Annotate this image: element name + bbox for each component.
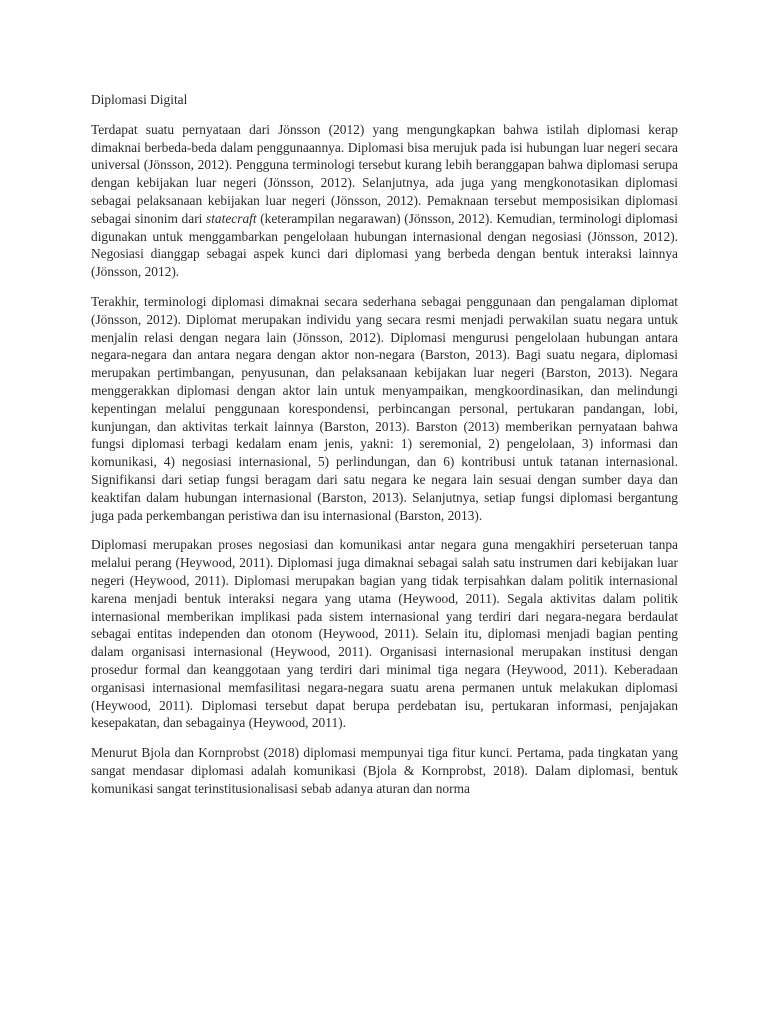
paragraph-3: Diplomasi merupakan proses negosiasi dan komunikasi antar negara guna mengakhiri perseteruan tanpa melalui perang (Heywood, 2011). Diplomasi juga dimaknai sebagai salah satu instrumen dari kebijakan luar negeri (Heywood, 2011). Diplomasi merupakan bagian yang tidak terpisahkan dalam politik internasional karena menjadi bentuk interaksi negara yang utama (Heywood, 2011). Segala aktivitas dalam politik internasional memberikan implikasi pada sistem internasional yang terdiri dari negara-negara berdaulat sebagai entitas independen dan otonom (Heywood, 2011). Selain itu, diplomasi menjadi bagian penting dalam organisasi internasional (Heywood, 2011). Organisasi internasional merupakan institusi dengan prosedur formal dan keanggotaan yang terdiri dari minimal tiga negara (Heywood, 2011). Keberadaan organisasi internasional memfasilitasi negara-negara suatu arena permanen untuk melakukan diplomasi (Heywood, 2011). Diplomasi tersebut dapat berupa perdebatan isu, pertukaran informasi, penjajakan kesepakatan, dan sebagainya (Heywood, 2011).: [91, 537, 678, 731]
document-page: [91, 91, 678, 809]
paragraph-4: Menurut Bjola dan Kornprobst (2018) diplomasi mempunyai tiga fitur kunci. Pertama, pada tingkatan yang sangat mendasar diplomasi adalah komunikasi (Bjola & Kornprobst, 2018). Dalam diplomasi, bentuk komunikasi sangat terinstitusionalisasi sebab adanya aturan dan norma: [91, 745, 678, 796]
paragraph-1-text-before: Terdapat suatu pernyataan dari Jönsson (2012) yang mengungkapkan bahwa istilah diplomasi kerap dimaknai berbeda-beda dalam penggunaannya. Diplomasi bisa merujuk pada isi hubungan luar negeri secara universal (Jönsson, 2012). Pengguna terminologi tersebut kurang lebih beranggapan bahwa diplomasi serupa dengan kebijakan luar negeri (Jönsson, 2012). Selanjutnya, ada juga yang mengkonotasikan diplomasi sebagai pelaksanaan kebijakan luar negeri (Jönsson, 2012). Pemaknaan tersebut memposisikan diplomasi sebagai sinonim dari: [91, 121, 678, 226]
document-title: Diplomasi Digital: [91, 92, 188, 107]
paragraph-2: Terakhir, terminologi diplomasi dimaknai secara sederhana sebagai penggunaan dan pengalaman diplomat (Jönsson, 2012). Diplomat merupakan individu yang secara resmi menjadi perwakilan suatu negara untuk menjalin relasi dengan negara lain (Jönsson, 2012). Diplomasi mengurusi pengelolaan hubungan antara negara-negara dan antara negara dengan aktor non-negara (Barston, 2013). Bagi suatu negara, diplomasi merupakan pertimbangan, penyusunan, dan pelaksanaan kebijakan luar negeri (Barston, 2013). Negara menggerakkan diplomasi dengan aktor lain untuk menyampaikan, mengkoordinasikan, dan melindungi kepentingan melalui penggunaan korespondensi, perbincangan personal, pertukaran pandangan, lobi, kunjungan, dan aktivitas terkait lainnya (Barston, 2013). Barston (2013) memberikan pernyataan bahwa fungsi diplomasi terbagi kedalam enam jenis, yakni: 1) seremonial, 2) pengelolaan, 3) informasi dan komunikasi, 4) negosiasi internasional, 5) perlindungan, dan 6) kontribusi untuk tatanan internasional. Signifikansi dari setiap fungsi beragam dari satu negara ke negara lain sesuai dengan sumber daya dan keaktifan dalam hubungan internasional (Barston, 2013). Selanjutnya, setiap fungsi diplomasi bergantung juga pada perkembangan peristiwa dan isu internasional (Barston, 2013).: [91, 293, 678, 523]
paragraph-1: [91, 121, 678, 281]
paragraph-1-text-after: (keterampilan negarawan) (Jönsson, 2012). Kemudian, terminologi diplomasi digunakan untuk menggambarkan pengelolaan hubungan internasional dengan negosiasi (Jönsson, 2012). Negosiasi dianggap sebagai aspek kunci dari diplomasi yang berbeda dengan bentuk interaksi lainnya (Jönsson, 2012).: [91, 210, 678, 280]
paragraph-1-italic-term: statecraft: [206, 210, 257, 226]
